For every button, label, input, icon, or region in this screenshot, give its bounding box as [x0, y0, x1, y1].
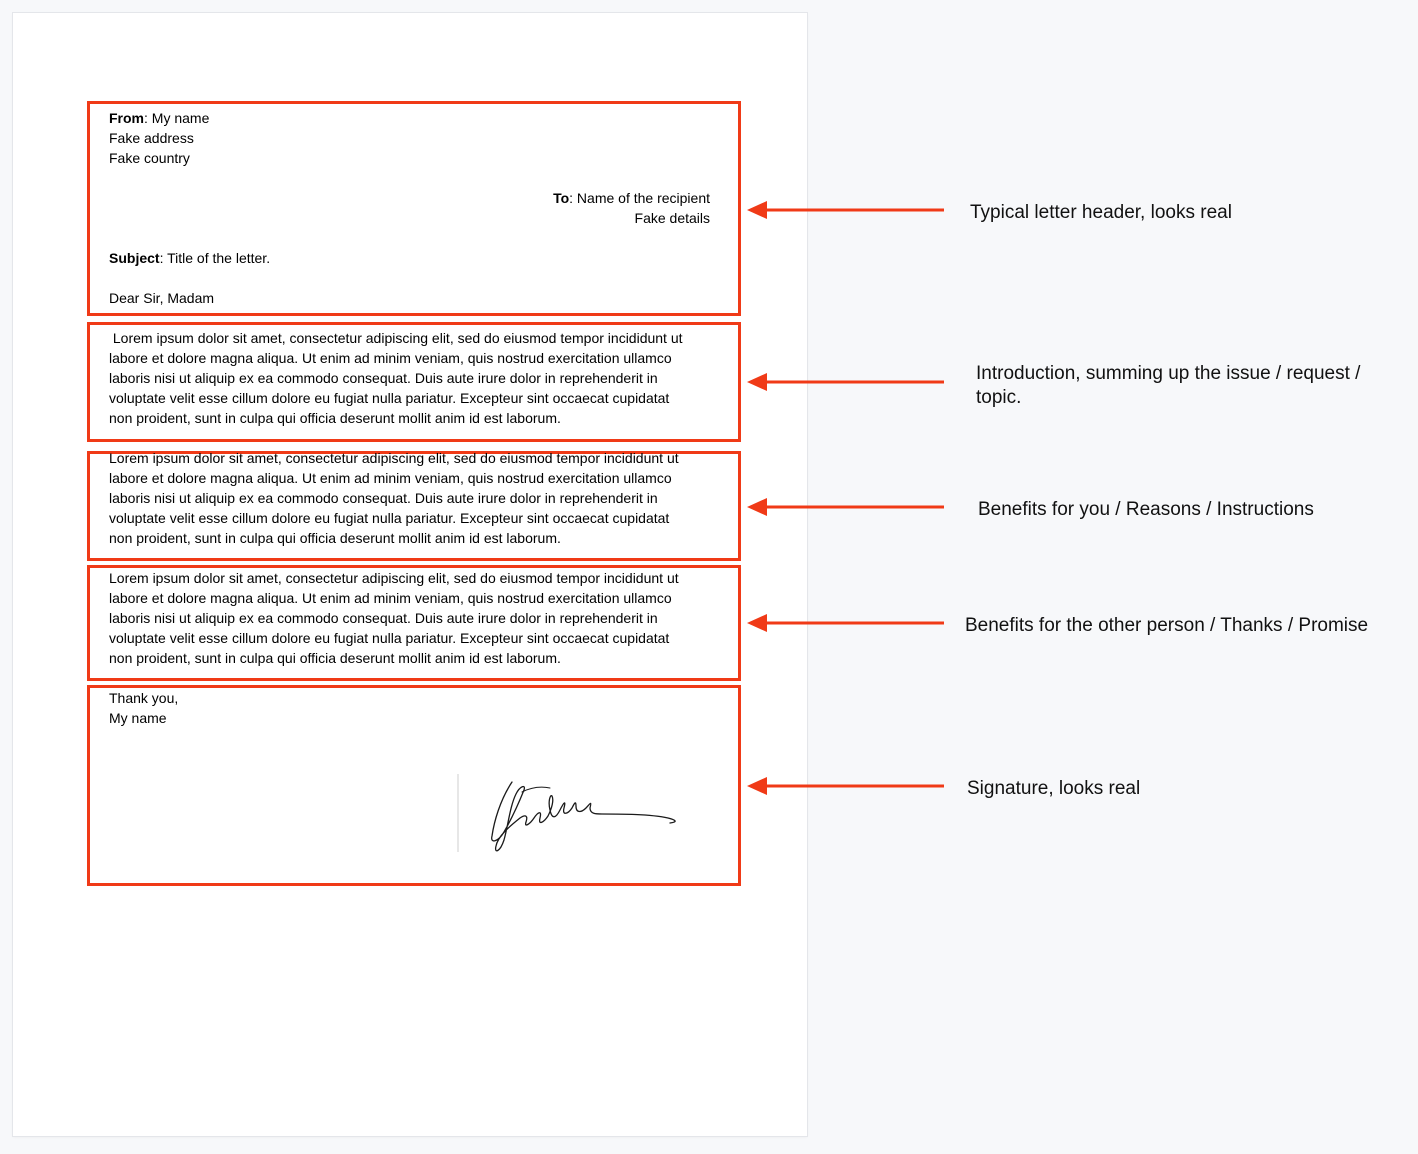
paragraph-line: labore et dolore magna aliqua. Ut enim ad minim veniam, quis nostrud exercitation ullamco — [109, 470, 672, 486]
subject-value: : Title of the letter. — [159, 250, 271, 266]
intro-annotation-line1: Introduction, summing up the issue / request / — [976, 363, 1361, 384]
paragraph-line: voluptate velit esse cillum dolore eu fugiat nulla pariatur. Excepteur sint occaecat cupidatat — [109, 390, 670, 406]
left-arrow-icon — [745, 612, 947, 634]
paragraph-line: Lorem ipsum dolor sit amet, consectetur adipiscing elit, sed do eiusmod tempor incididunt ut — [109, 330, 683, 346]
header-annotation: Typical letter header, looks real — [970, 202, 1232, 223]
body-annotation: Benefits for you / Reasons / Instructions — [978, 499, 1314, 520]
paragraph-line: non proident, sunt in culpa qui officia deserunt mollit anim id est laborum. — [109, 650, 561, 666]
left-arrow-icon — [745, 496, 947, 518]
body-paragraph — [109, 448, 719, 548]
salutation: Dear Sir, Madam — [109, 290, 215, 306]
handwritten-signature — [450, 770, 690, 860]
signature-annotation: Signature, looks real — [967, 778, 1141, 799]
to-line — [553, 188, 710, 208]
left-arrow-icon — [745, 371, 947, 393]
closing-name: My name — [109, 710, 167, 726]
from-label: From — [109, 110, 144, 126]
paragraph-line: labore et dolore magna aliqua. Ut enim ad minim veniam, quis nostrud exercitation ullamco — [109, 590, 672, 606]
to-label: To — [553, 190, 570, 206]
closing-paragraph — [109, 568, 719, 668]
from-line — [109, 108, 209, 128]
paragraph-line: Lorem ipsum dolor sit amet, consectetur adipiscing elit, sed do eiusmod tempor incididunt ut — [109, 570, 679, 586]
closing-paragraph-annotation: Benefits for the other person / Thanks / Promise — [965, 615, 1369, 636]
subject-label: Subject — [109, 250, 160, 266]
paragraph-line: laboris nisi ut aliquip ex ea commodo consequat. Duis aute irure dolor in reprehenderit in — [109, 490, 658, 506]
paragraph-line: voluptate velit esse cillum dolore eu fugiat nulla pariatur. Excepteur sint occaecat cupidatat — [109, 630, 670, 646]
intro-annotation-line2: topic. — [976, 387, 1022, 408]
paragraph-line: laboris nisi ut aliquip ex ea commodo consequat. Duis aute irure dolor in reprehenderit in — [109, 610, 658, 626]
paragraph-line: non proident, sunt in culpa qui officia deserunt mollit anim id est laborum. — [109, 530, 561, 546]
subject-line — [109, 248, 270, 268]
from-address: Fake address — [109, 130, 194, 146]
to-details: Fake details — [634, 210, 710, 226]
paragraph-line: voluptate velit esse cillum dolore eu fugiat nulla pariatur. Excepteur sint occaecat cupidatat — [109, 510, 670, 526]
from-value: : My name — [144, 110, 210, 126]
closing-thanks: Thank you, — [109, 690, 179, 706]
intro-paragraph — [109, 328, 719, 428]
paragraph-line: Lorem ipsum dolor sit amet, consectetur adipiscing elit, sed do eiusmod tempor incididunt ut — [109, 450, 679, 466]
left-arrow-icon — [745, 199, 947, 221]
from-country: Fake country — [109, 150, 190, 166]
to-value: : Name of the recipient — [569, 190, 710, 206]
paragraph-line: non proident, sunt in culpa qui officia deserunt mollit anim id est laborum. — [109, 410, 561, 426]
paragraph-line: laboris nisi ut aliquip ex ea commodo consequat. Duis aute irure dolor in reprehenderit in — [109, 370, 658, 386]
paragraph-line: labore et dolore magna aliqua. Ut enim ad minim veniam, quis nostrud exercitation ullamco — [109, 350, 672, 366]
left-arrow-icon — [745, 775, 947, 797]
